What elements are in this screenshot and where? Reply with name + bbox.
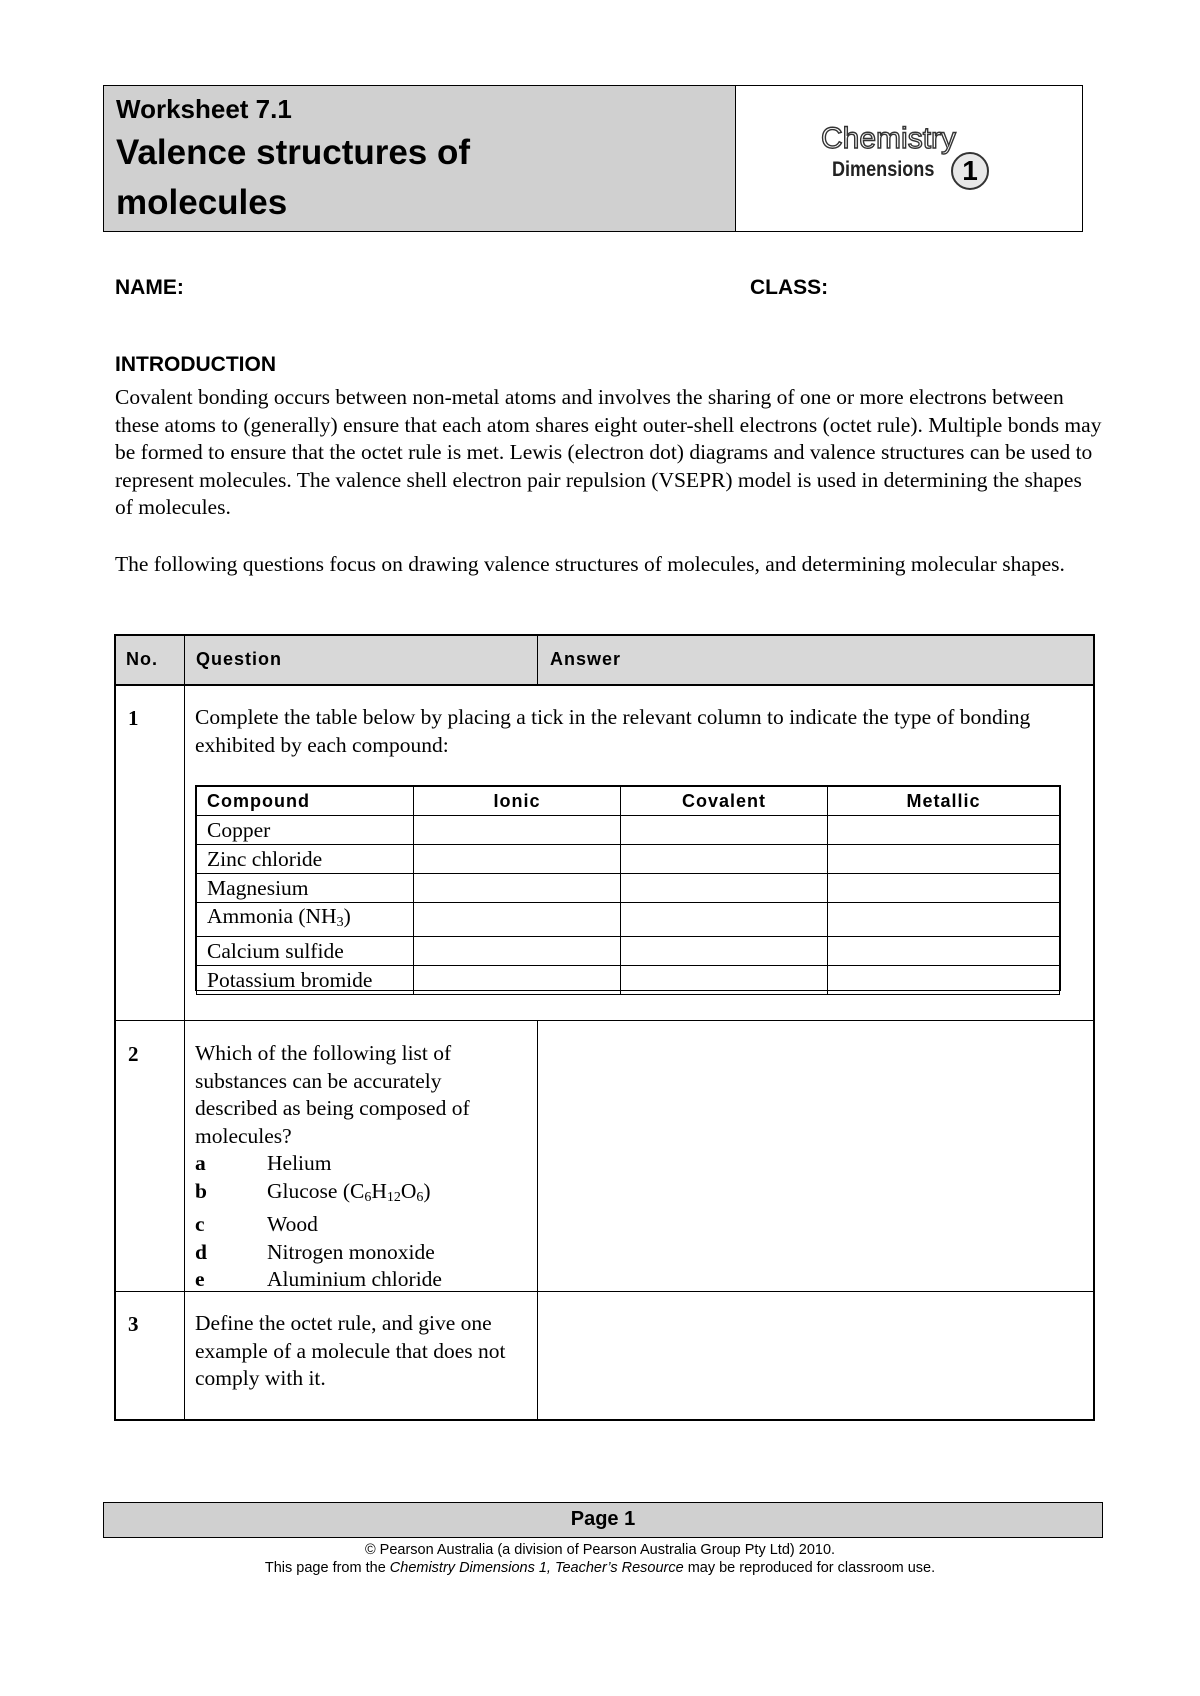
metallic-tick-cell[interactable] bbox=[828, 874, 1060, 903]
covalent-tick-cell[interactable] bbox=[621, 966, 828, 995]
col-metallic: Metallic bbox=[828, 787, 1060, 816]
covalent-tick-cell[interactable] bbox=[621, 845, 828, 874]
glucose-name: Glucose (C bbox=[267, 1178, 365, 1203]
option-text: Wood bbox=[267, 1212, 318, 1236]
covalent-tick-cell[interactable] bbox=[621, 903, 828, 937]
title-line-2: molecules bbox=[116, 183, 288, 222]
glucose-h: H bbox=[371, 1178, 387, 1203]
col-covalent: Covalent bbox=[621, 787, 828, 816]
header-no: No. bbox=[126, 649, 158, 669]
question-2-text: Which of the following list of substances can be accurately described as being composed of molecules? bbox=[195, 1041, 470, 1148]
metallic-tick-cell[interactable] bbox=[828, 903, 1060, 937]
table-row bbox=[197, 937, 1060, 966]
reproduction-post: may be reproduced for classroom use. bbox=[683, 1560, 936, 1576]
question-2 bbox=[195, 1040, 525, 1294]
header-divider bbox=[116, 684, 1093, 686]
ammonia-name: Ammonia (NH bbox=[207, 904, 337, 928]
ammonia-subscript: 3 bbox=[336, 915, 344, 930]
list-item bbox=[195, 1239, 525, 1267]
name-label: NAME: bbox=[115, 276, 184, 299]
metallic-tick-cell[interactable] bbox=[828, 937, 1060, 966]
header-question: Question bbox=[196, 649, 283, 669]
reproduction-notice bbox=[0, 1560, 1200, 1576]
list-item bbox=[195, 1211, 525, 1239]
question-1-number: 1 bbox=[128, 706, 139, 730]
table-row bbox=[197, 874, 1060, 903]
compound-cell: Copper bbox=[197, 816, 414, 845]
question-1-text: Complete the table below by placing a tick in the relevant column to indicate the type of bonding exhibited by each compound: bbox=[195, 705, 1031, 757]
worksheet-title bbox=[116, 128, 735, 228]
intro-paragraph-2: The following questions focus on drawing valence structures of molecules, and determining molecular shapes. bbox=[115, 552, 1065, 576]
intro-paragraph-1: Covalent bonding occurs between non-metal atoms and involves the sharing of one or more electrons between these atoms to (generally) ensure that each atom shares eight outer-shell electrons (octet rule). Multiple bonds may be formed to ensure that the octet rule is met. Lewis (electron dot) diagrams and valence structures can be used to represent molecules. The valence shell electron pair repulsion (VSEPR) model is used in determining the shapes of molecules. bbox=[115, 385, 1102, 519]
glucose-o: O bbox=[400, 1178, 417, 1203]
ionic-tick-cell[interactable] bbox=[414, 845, 621, 874]
list-item bbox=[195, 1178, 525, 1212]
ionic-tick-cell[interactable] bbox=[414, 874, 621, 903]
glucose-close: ) bbox=[423, 1178, 431, 1203]
compound-cell bbox=[197, 903, 414, 937]
compound-cell: Potassium bromide bbox=[197, 966, 414, 995]
compound-cell: Calcium sulfide bbox=[197, 937, 414, 966]
table-row bbox=[197, 816, 1060, 845]
logo-dimensions-text: Dimensions bbox=[832, 158, 935, 181]
bonding-table-header bbox=[197, 787, 1060, 816]
compound-cell: Zinc chloride bbox=[197, 845, 414, 874]
header-answer: Answer bbox=[550, 649, 622, 669]
column-divider-header-answer bbox=[537, 636, 538, 684]
header-title-panel bbox=[104, 86, 736, 231]
worksheet-number: Worksheet 7.1 bbox=[116, 94, 292, 124]
reproduction-source: Chemistry Dimensions 1, Teacher’s Resource bbox=[389, 1560, 684, 1576]
ionic-tick-cell[interactable] bbox=[414, 903, 621, 937]
table-row bbox=[197, 845, 1060, 874]
col-compound: Compound bbox=[197, 787, 414, 816]
covalent-tick-cell[interactable] bbox=[621, 937, 828, 966]
bonding-table bbox=[195, 785, 1061, 991]
question-3-answer-area[interactable] bbox=[539, 1293, 1095, 1420]
title-line-1: Valence structures of bbox=[116, 133, 471, 172]
page-number-bar: Page 1 bbox=[103, 1502, 1103, 1538]
logo-number-badge: 1 bbox=[951, 152, 989, 190]
row-divider-1 bbox=[116, 1020, 1093, 1021]
metallic-tick-cell[interactable] bbox=[828, 845, 1060, 874]
subscript: 6 bbox=[364, 1189, 372, 1205]
ammonia-close: ) bbox=[343, 904, 351, 928]
option-text: Aluminium chloride bbox=[267, 1267, 442, 1291]
metallic-tick-cell[interactable] bbox=[828, 966, 1060, 995]
option-letter: e bbox=[195, 1267, 205, 1291]
table-row bbox=[197, 966, 1060, 995]
metallic-tick-cell[interactable] bbox=[828, 816, 1060, 845]
logo-panel bbox=[736, 86, 1082, 231]
option-letter: c bbox=[195, 1212, 205, 1236]
list-item bbox=[195, 1150, 525, 1178]
copyright-text: © Pearson Australia (a division of Pearson Australia Group Pty Ltd) 2010. bbox=[364, 1542, 836, 1558]
ionic-tick-cell[interactable] bbox=[414, 966, 621, 995]
covalent-tick-cell[interactable] bbox=[621, 816, 828, 845]
worksheet-header bbox=[103, 85, 1083, 232]
question-2-number: 2 bbox=[128, 1042, 139, 1066]
ionic-tick-cell[interactable] bbox=[414, 937, 621, 966]
column-divider-answer bbox=[537, 1020, 538, 1421]
class-label: CLASS: bbox=[750, 276, 829, 299]
compound-cell: Magnesium bbox=[197, 874, 414, 903]
subscript: 12 bbox=[386, 1189, 401, 1205]
subscript: 6 bbox=[416, 1189, 424, 1205]
option-letter: a bbox=[195, 1151, 206, 1175]
table-row bbox=[197, 903, 1060, 937]
question-3-text: Define the octet rule, and give one example of a molecule that does not comply with it. bbox=[195, 1311, 506, 1390]
option-letter: d bbox=[195, 1239, 207, 1264]
logo-chemistry-text: Chemistry bbox=[821, 122, 957, 155]
list-item bbox=[195, 1266, 525, 1294]
option-text: Helium bbox=[267, 1151, 332, 1175]
column-divider-no bbox=[184, 636, 185, 1419]
col-ionic: Ionic bbox=[414, 787, 621, 816]
question-3-number: 3 bbox=[128, 1312, 139, 1336]
option-text bbox=[267, 1178, 431, 1212]
option-letter: b bbox=[195, 1178, 207, 1203]
question-2-answer-area[interactable] bbox=[539, 1022, 1095, 1290]
reproduction-pre: This page from the bbox=[264, 1560, 390, 1576]
questions-table bbox=[114, 634, 1095, 1421]
covalent-tick-cell[interactable] bbox=[621, 874, 828, 903]
intro-heading: INTRODUCTION bbox=[115, 353, 276, 376]
chemistry-dimensions-logo bbox=[821, 124, 1001, 184]
option-text: Nitrogen monoxide bbox=[267, 1239, 435, 1264]
ionic-tick-cell[interactable] bbox=[414, 816, 621, 845]
